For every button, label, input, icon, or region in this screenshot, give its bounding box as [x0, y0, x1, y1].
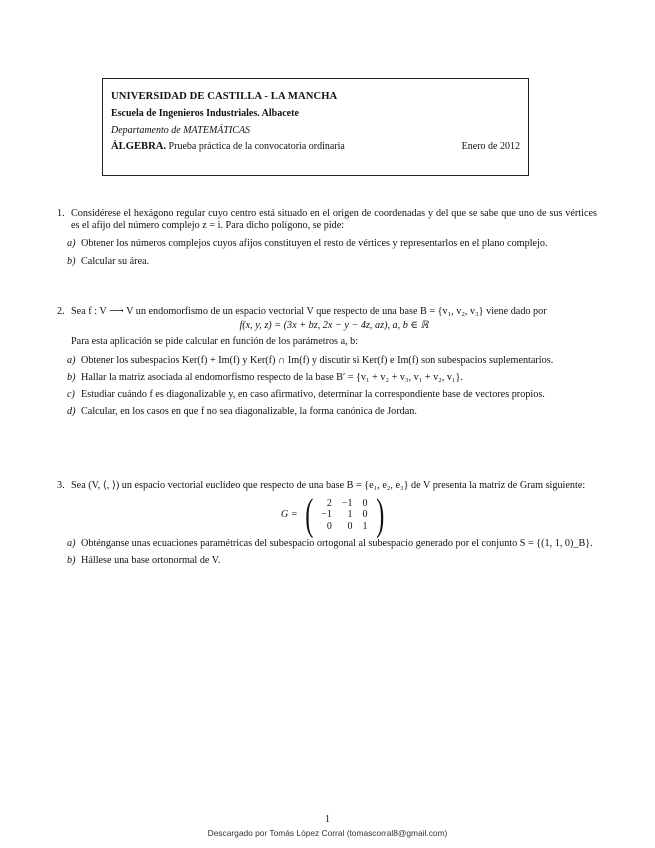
item-text: Hállese una base ortonormal de V.: [81, 555, 221, 567]
question-number: 3.: [57, 480, 65, 491]
question-item: [67, 371, 597, 384]
download-footer: Descargado por Tomás López Corral (tomascorral8@gmail.com): [207, 828, 448, 838]
item-text: Estudiar cuándo f es diagonalizable y, en caso afirmativo, determinar la correspondiente base de vectores propios.: [81, 389, 545, 401]
matrix-cell: 0: [362, 497, 368, 509]
matrix-cell: 0: [347, 520, 353, 532]
question-item: [67, 354, 597, 367]
item-label: d): [67, 406, 76, 418]
item-label: a): [67, 238, 76, 250]
page-number: 1: [325, 814, 330, 825]
school-name: Escuela de Ingenieros Industriales. Albacete: [111, 108, 299, 119]
question-statement: Sea f : V ⟶ V un endomorfismo de un espacio vectorial V que respecto de una base B = {v₁, v₂, v₃} viene dado por: [71, 306, 547, 317]
item-label: a): [67, 354, 76, 366]
university-name: UNIVERSIDAD DE CASTILLA - LA MANCHA: [111, 91, 338, 102]
exam-description: Prueba práctica de la convocatoria ordinaria: [168, 141, 345, 152]
matrix-row: [316, 498, 372, 510]
matrix-cell: −1: [341, 497, 353, 509]
question-text: Considérese el hexágono regular cuyo centro está situado en el origen de coordenadas y del que se sabe que uno de sus vértices es el afijo del número complejo z = i. Para dicho polígono, se pide:: [71, 208, 597, 232]
item-label: c): [67, 389, 75, 401]
exam-info-row: [111, 141, 520, 152]
exam-header: [102, 78, 529, 176]
matrix-cell: 1: [362, 520, 368, 532]
question-text: [71, 306, 597, 349]
matrix-cell: 0: [326, 520, 332, 532]
matrix-cell: 2: [326, 497, 332, 509]
item-text: Calcular su área.: [81, 255, 150, 267]
question-number: 1.: [57, 208, 65, 219]
item-text: Calcular, en los casos en que f no sea diagonalizable, la forma canónica de Jordan.: [81, 406, 417, 418]
question-item: [67, 255, 597, 268]
item-label: b): [67, 255, 76, 267]
question-item: [67, 238, 597, 250]
item-text: Obtener los subespacios Ker(f) + Im(f) y Ker(f) ∩ Im(f) y discutir si Ker(f) e Im(f) son subespacios suplementarios.: [81, 354, 554, 366]
item-label: b): [67, 555, 76, 567]
exam-date: Enero de 2012: [461, 141, 520, 152]
item-label: a): [67, 538, 76, 550]
question-3: [57, 480, 597, 568]
exam-title: [111, 141, 345, 152]
question-item: [67, 389, 597, 401]
question-statement: Sea (V, ⟨, ⟩) un espacio vectorial euclídeo que respecto de una base B = {e₁, e₂, e₃} de V presenta la matriz de Gram siguiente:: [71, 480, 586, 491]
item-text: Obtener los números complejos cuyos afijos constituyen el resto de vértices y representarlos en el plano complejo.: [81, 238, 548, 250]
item-label: b): [67, 371, 76, 383]
question-1: [57, 208, 597, 268]
item-text: Hallar la matriz asociada al endomorfismo respecto de la base B′ = {v₁ + v₂ + v₃, v₁ + v₂, v₁}.: [81, 371, 463, 383]
matrix-label: G =: [280, 509, 298, 521]
matrix-row: [316, 509, 372, 521]
question-intro: Para esta aplicación se pide calcular en función de los parámetros a, b:: [71, 336, 359, 348]
matrix-cell: 1: [347, 509, 353, 521]
matrix-table: [316, 498, 372, 533]
matrix-row: [316, 521, 372, 533]
gram-matrix: [71, 490, 597, 540]
question-text: [71, 480, 597, 540]
left-paren: (: [304, 490, 313, 540]
matrix-cell: 0: [362, 509, 368, 521]
question-item: [67, 406, 597, 418]
right-paren: ): [375, 490, 384, 540]
question-item: [67, 555, 597, 567]
question-item: [67, 538, 597, 550]
matrix-cell: −1: [321, 509, 332, 521]
question-number: 2.: [57, 306, 65, 317]
department-name: Departamento de MATEMÁTICAS: [111, 125, 251, 136]
subject-name: ÁLGEBRA.: [111, 141, 167, 152]
function-equation: f(x, y, z) = (3x + bz, 2x − y − 4z, az), a, b ∈ ℝ: [239, 320, 429, 332]
item-text: Obténganse unas ecuaciones paramétricas del subespacio ortogonal al subespacio generado por el conjunto S = {(1, 1, 0)_B}.: [81, 538, 593, 550]
question-2: [57, 306, 597, 418]
